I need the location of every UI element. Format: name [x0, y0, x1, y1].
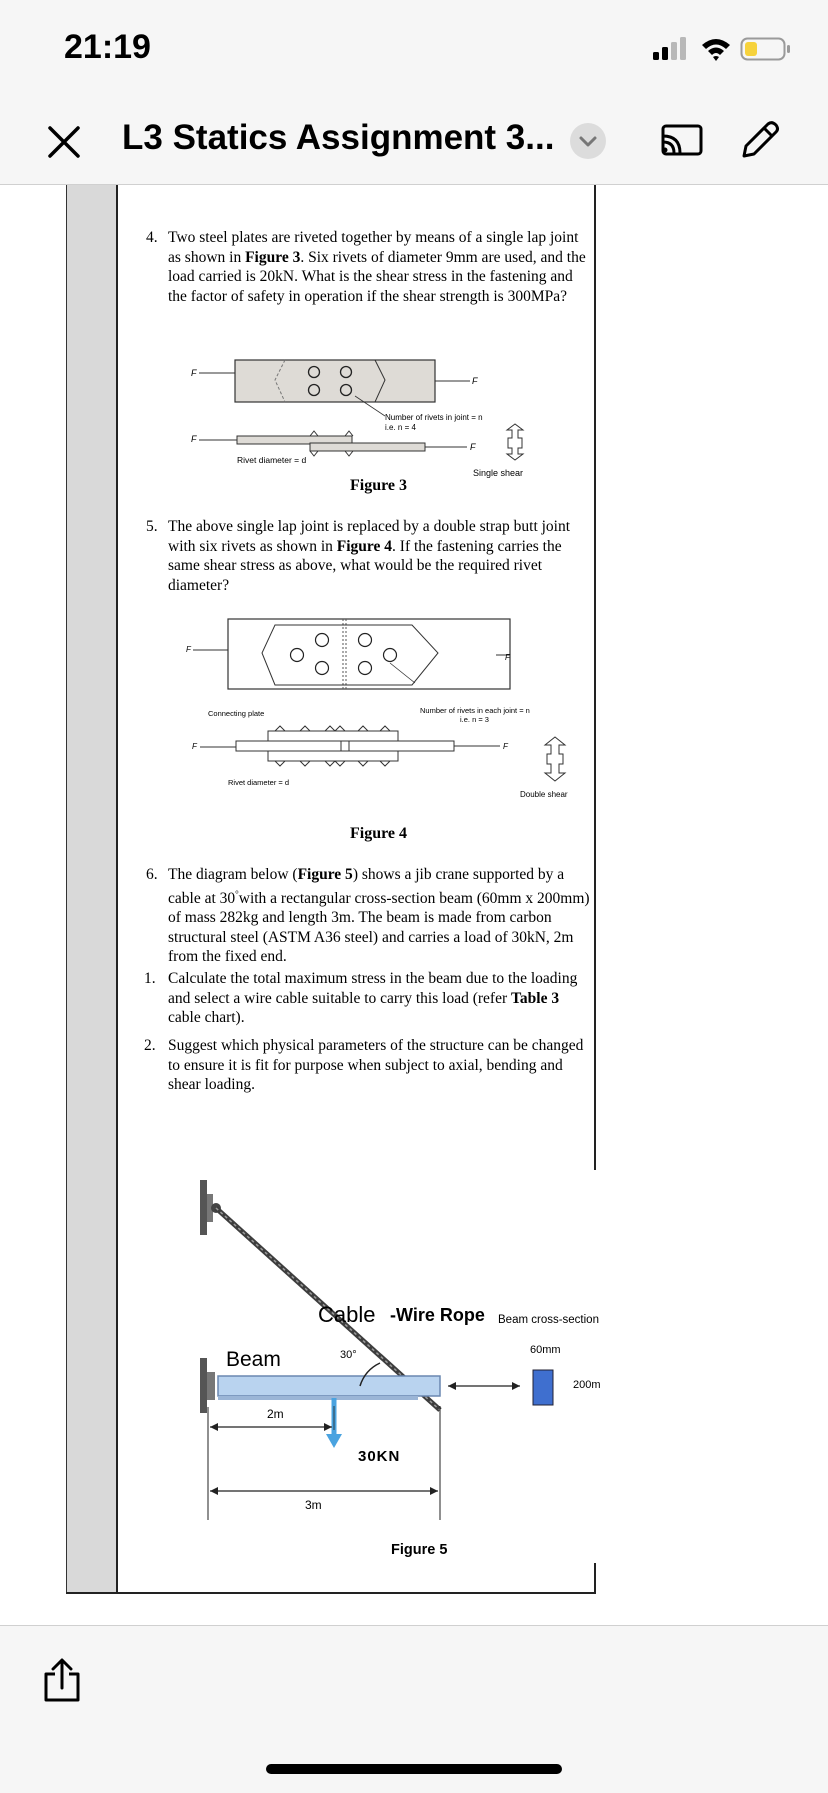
- rivet-count-label: Number of rivets in each joint = n: [420, 706, 530, 715]
- edit-pencil-icon[interactable]: [736, 118, 782, 164]
- question-number: 6.: [146, 866, 158, 883]
- single-shear-icon: [507, 424, 523, 460]
- question-number: 2.: [144, 1037, 156, 1054]
- wall-support-lower: [200, 1358, 207, 1413]
- battery-icon: [740, 36, 792, 62]
- beam-label: Beam: [226, 1348, 281, 1371]
- dimension-2m: 2m: [267, 1407, 284, 1421]
- page-border-right: [594, 185, 596, 1170]
- load-label: 30KN: [358, 1448, 401, 1465]
- share-icon[interactable]: [42, 1658, 82, 1704]
- sub-question-2: 2. Suggest which physical parameters of the structure can be changed to ensure it is fit for purpose when subject to axial, bending and shear loading.: [144, 1037, 584, 1093]
- question-5: 5. The above single lap joint is replaced by a double strap butt joint with six rivets as shown in Figure 4. If the fastening carries the same shear stress as above, what would be the required rivet diameter?: [146, 518, 571, 594]
- dimension-60mm: 60mm: [530, 1344, 561, 1356]
- figure-4-caption: Figure 4: [350, 825, 408, 842]
- svg-text:F: F: [503, 742, 508, 751]
- wire-rope-label: -Wire Rope: [390, 1305, 485, 1325]
- question-number: 1.: [144, 970, 156, 987]
- sub-question-1: 1. Calculate the total maximum stress in the beam due to the loading and select a wire cable suitable to carry this load (refer Table 3 cable chart).: [144, 970, 578, 1026]
- svg-text:F: F: [470, 442, 476, 452]
- wifi-icon: [700, 36, 732, 62]
- rivet-diameter-label: Rivet diameter = d: [237, 455, 307, 465]
- document-viewer[interactable]: [0, 185, 828, 1625]
- page-border-left: [116, 185, 118, 1593]
- double-shear-icon: [545, 737, 565, 781]
- question-number: 5.: [146, 518, 158, 535]
- signal-icon: [650, 36, 690, 62]
- page-border-bottom: [66, 1592, 596, 1594]
- question-4: 4. Two steel plates are riveted together by means of a single lap joint as shown in Figure 3. Six rivets of diameter 9mm are used, and the load carried is 20kN. What is the shear stress in the fastening and the factor of safety in operation if the shear strength is 300MPa?: [146, 229, 586, 305]
- dimension-200m: 200m: [573, 1379, 601, 1391]
- dimension-3m: 3m: [305, 1498, 322, 1512]
- angle-label: 30°: [340, 1349, 357, 1361]
- connecting-plate-label: Connecting plate: [208, 709, 265, 718]
- question-6: 6. The diagram below (Figure 5) shows a jib crane supported by a cable at 30°with a rectangular cross-section beam (60mm x 200mm) of mass 282kg and length 3m. The beam is made from carbon structural steel (ASTM A36 steel) and carries a load of 30kN, 2m from the fixed end.: [146, 866, 590, 966]
- double-shear-label: Double shear: [520, 790, 568, 799]
- title-dropdown-button[interactable]: [570, 123, 606, 159]
- close-icon[interactable]: [44, 122, 84, 162]
- cross-section-label: Beam cross-section: [498, 1314, 599, 1326]
- beam-cross-section: [533, 1370, 553, 1405]
- page-margin: [66, 185, 117, 1593]
- question-number: 4.: [146, 229, 158, 246]
- figure-3-diagram: [185, 340, 545, 480]
- beam: [218, 1376, 440, 1396]
- butt-joint-plate: [228, 619, 510, 689]
- svg-text:F: F: [186, 645, 191, 654]
- rivet-count-label: Number of rivets in joint = n: [385, 413, 483, 422]
- svg-text:F: F: [192, 742, 197, 751]
- svg-text:F: F: [472, 376, 478, 386]
- rivet-count-value: i.e. n = 3: [460, 715, 489, 724]
- page-border-right-lower: [594, 1563, 596, 1593]
- rivet-count-value: i.e. n = 4: [385, 423, 416, 432]
- lap-plate: [235, 360, 435, 402]
- status-bar: [0, 0, 828, 100]
- cast-icon[interactable]: [660, 122, 704, 160]
- figure-5-diagram: [190, 1180, 620, 1555]
- svg-text:F: F: [191, 434, 197, 444]
- figure-3-caption: Figure 3: [350, 477, 408, 494]
- home-indicator[interactable]: [266, 1764, 562, 1774]
- nav-bar: [0, 100, 828, 185]
- cable-label: Cable: [318, 1302, 376, 1327]
- figure-5-caption: Figure 5: [391, 1542, 448, 1558]
- wall-support-upper: [200, 1180, 207, 1235]
- force-label: F: [191, 368, 197, 378]
- rivet-diameter-label: Rivet diameter = d: [228, 778, 290, 787]
- single-shear-label: Single shear: [473, 468, 524, 478]
- chevron-down-icon: [570, 123, 606, 159]
- status-time: 21:19: [64, 28, 151, 66]
- document-title: L3 Statics Assignment 3...: [122, 118, 555, 157]
- svg-text:F: F: [505, 653, 510, 662]
